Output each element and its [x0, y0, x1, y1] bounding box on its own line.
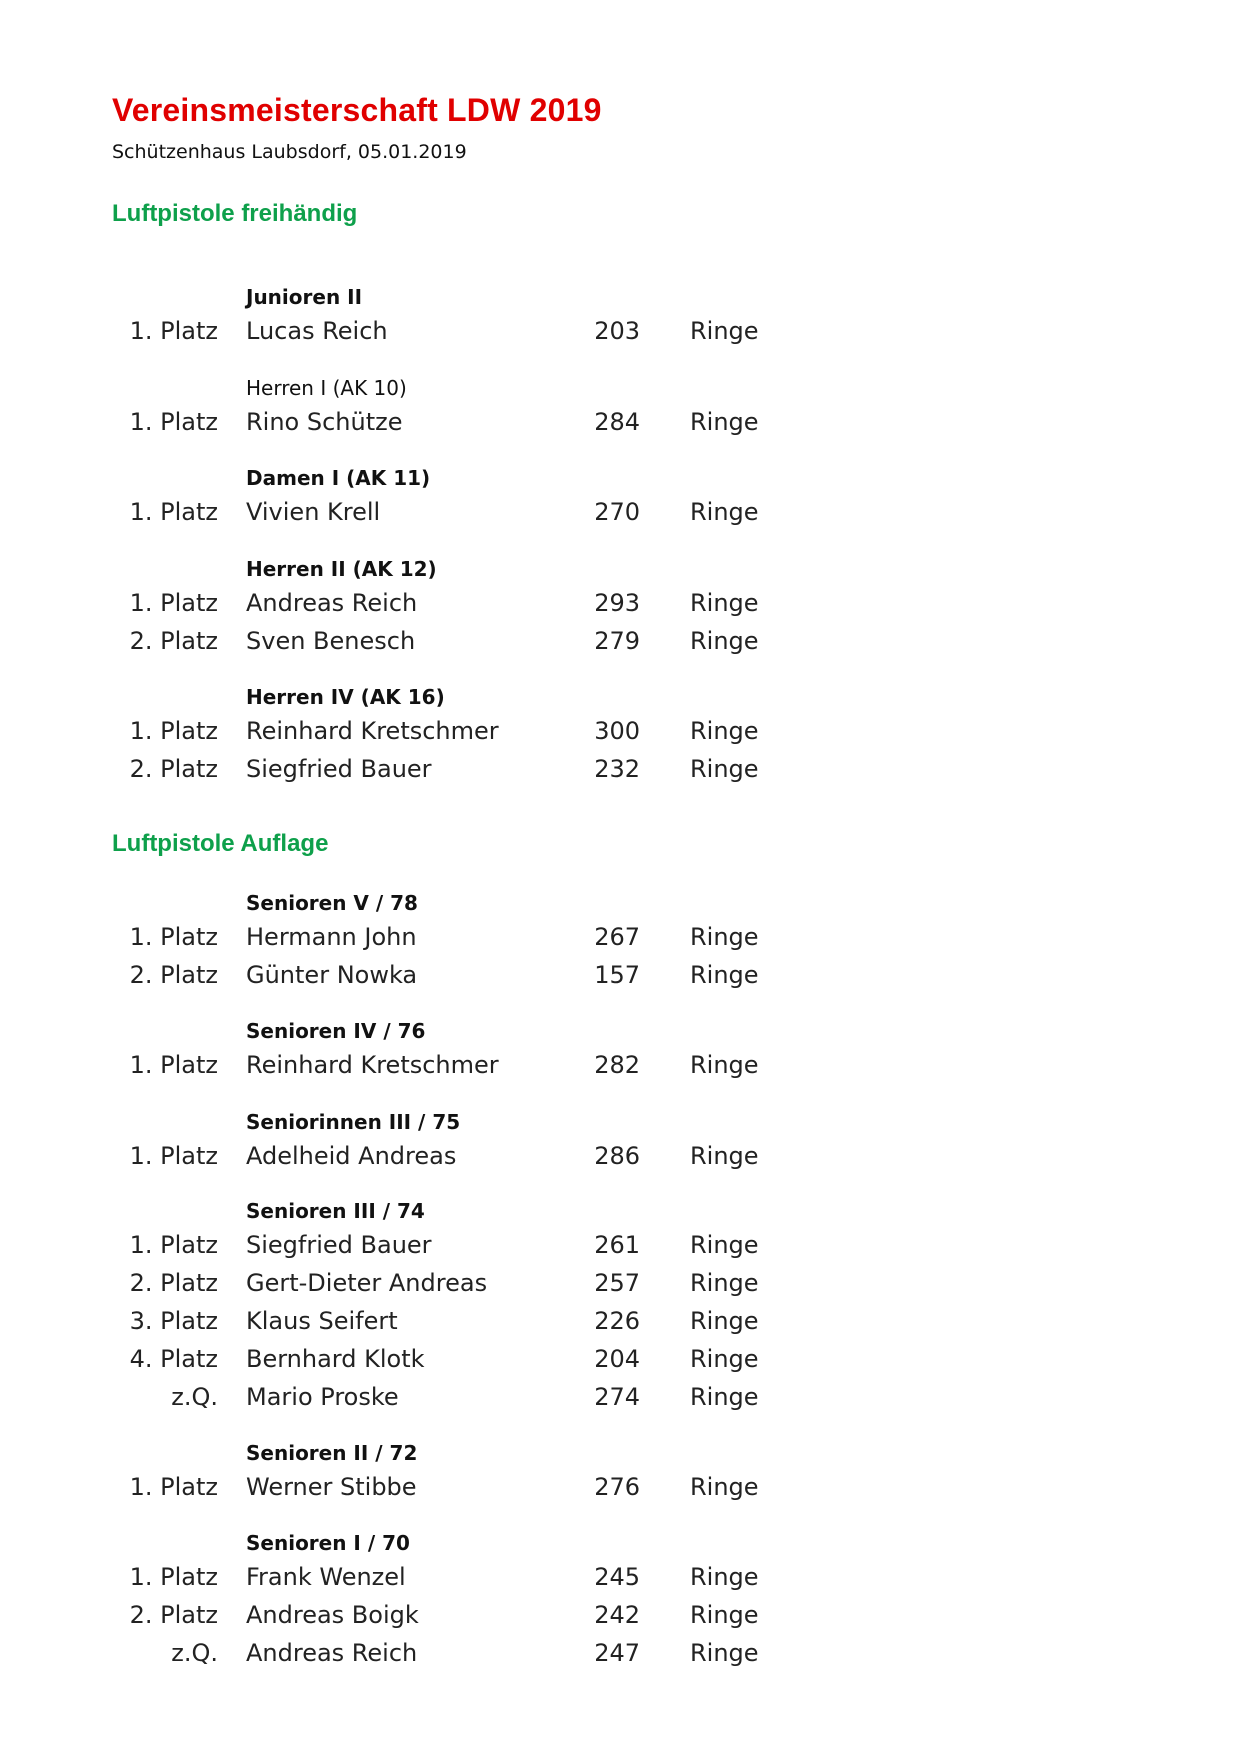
- score-value: 279: [594, 627, 640, 655]
- result-row: [0, 1051, 1240, 1087]
- result-row: [0, 408, 1240, 444]
- score-unit: Ringe: [690, 755, 759, 783]
- shooter-name: Reinhard Kretschmer: [246, 1051, 499, 1079]
- category-heading: Herren I (AK 10): [246, 376, 407, 400]
- category-heading: Senioren V / 78: [246, 891, 418, 915]
- result-row: [0, 1473, 1240, 1509]
- rank-label: 1. Platz: [129, 1142, 218, 1170]
- result-row: [0, 589, 1240, 625]
- section-title: Luftpistole Auflage: [112, 830, 329, 857]
- rank-label: 1. Platz: [129, 717, 218, 745]
- shooter-name: Lucas Reich: [246, 317, 388, 345]
- rank-label: 1. Platz: [129, 498, 218, 526]
- rank-label: 2. Platz: [129, 1269, 218, 1297]
- shooter-name: Adelheid Andreas: [246, 1142, 457, 1170]
- shooter-name: Günter Nowka: [246, 961, 418, 989]
- score-value: 261: [594, 1231, 640, 1259]
- rank-label: 2. Platz: [129, 755, 218, 783]
- result-row: [0, 961, 1240, 997]
- result-row: [0, 1563, 1240, 1599]
- result-row: [0, 1142, 1240, 1178]
- score-value: 284: [594, 408, 640, 436]
- score-value: 247: [594, 1639, 640, 1667]
- shooter-name: Reinhard Kretschmer: [246, 717, 499, 745]
- shooter-name: Klaus Seifert: [246, 1307, 398, 1335]
- result-row: [0, 627, 1240, 663]
- score-unit: Ringe: [690, 1473, 759, 1501]
- shooter-name: Vivien Krell: [246, 498, 381, 526]
- rank-label: 1. Platz: [129, 1563, 218, 1591]
- result-row: [0, 1639, 1240, 1675]
- score-value: 226: [594, 1307, 640, 1335]
- shooter-name: Andreas Boigk: [246, 1601, 419, 1629]
- score-unit: Ringe: [690, 408, 759, 436]
- rank-label: 1. Platz: [129, 923, 218, 951]
- score-value: 293: [594, 589, 640, 617]
- score-value: 300: [594, 717, 640, 745]
- category-heading: Junioren II: [246, 285, 363, 309]
- score-value: 157: [594, 961, 640, 989]
- score-value: 203: [594, 317, 640, 345]
- rank-label: 3. Platz: [129, 1307, 218, 1335]
- score-unit: Ringe: [690, 923, 759, 951]
- score-unit: Ringe: [690, 717, 759, 745]
- score-unit: Ringe: [690, 1383, 759, 1411]
- category-heading: Seniorinnen III / 75: [246, 1110, 461, 1134]
- rank-label: z.Q.: [171, 1639, 218, 1667]
- score-value: 274: [594, 1383, 640, 1411]
- category-heading: Senioren III / 74: [246, 1199, 425, 1223]
- shooter-name: Andreas Reich: [246, 589, 418, 617]
- rank-label: 4. Platz: [129, 1345, 218, 1373]
- score-value: 276: [594, 1473, 640, 1501]
- result-row: [0, 1383, 1240, 1419]
- document-title: Vereinsmeisterschaft LDW 2019: [112, 92, 602, 128]
- category-heading: Senioren IV / 76: [246, 1019, 426, 1043]
- score-value: 242: [594, 1601, 640, 1629]
- shooter-name: Andreas Reich: [246, 1639, 418, 1667]
- score-unit: Ringe: [690, 1307, 759, 1335]
- score-unit: Ringe: [690, 1051, 759, 1079]
- score-value: 257: [594, 1269, 640, 1297]
- rank-label: 1. Platz: [129, 1473, 218, 1501]
- score-unit: Ringe: [690, 498, 759, 526]
- score-value: 282: [594, 1051, 640, 1079]
- score-unit: Ringe: [690, 1231, 759, 1259]
- shooter-name: Hermann John: [246, 923, 417, 951]
- category-heading: Herren II (AK 12): [246, 557, 437, 581]
- score-unit: Ringe: [690, 1142, 759, 1170]
- score-value: 286: [594, 1142, 640, 1170]
- shooter-name: Mario Proske: [246, 1383, 399, 1411]
- rank-label: 1. Platz: [129, 1231, 218, 1259]
- rank-label: 1. Platz: [129, 408, 218, 436]
- result-row: [0, 1345, 1240, 1381]
- shooter-name: Siegfried Bauer: [246, 755, 432, 783]
- category-heading: Damen I (AK 11): [246, 466, 431, 490]
- result-row: [0, 755, 1240, 791]
- rank-label: 1. Platz: [129, 1051, 218, 1079]
- shooter-name: Bernhard Klotk: [246, 1345, 425, 1373]
- category-heading: Senioren I / 70: [246, 1531, 410, 1555]
- score-unit: Ringe: [690, 627, 759, 655]
- shooter-name: Frank Wenzel: [246, 1563, 406, 1591]
- score-value: 267: [594, 923, 640, 951]
- rank-label: 2. Platz: [129, 961, 218, 989]
- score-unit: Ringe: [690, 1269, 759, 1297]
- category-heading: Herren IV (AK 16): [246, 685, 445, 709]
- rank-label: 1. Platz: [129, 589, 218, 617]
- result-row: [0, 317, 1240, 353]
- rank-label: 1. Platz: [129, 317, 218, 345]
- score-unit: Ringe: [690, 1601, 759, 1629]
- score-unit: Ringe: [690, 1563, 759, 1591]
- category-heading: Senioren II / 72: [246, 1441, 418, 1465]
- shooter-name: Siegfried Bauer: [246, 1231, 432, 1259]
- score-value: 270: [594, 498, 640, 526]
- score-unit: Ringe: [690, 1639, 759, 1667]
- score-value: 245: [594, 1563, 640, 1591]
- rank-label: z.Q.: [171, 1383, 218, 1411]
- score-unit: Ringe: [690, 317, 759, 345]
- section-title: Luftpistole freihändig: [112, 200, 358, 227]
- score-unit: Ringe: [690, 589, 759, 617]
- result-row: [0, 717, 1240, 753]
- score-value: 204: [594, 1345, 640, 1373]
- result-row: [0, 1269, 1240, 1305]
- result-row: [0, 1231, 1240, 1267]
- score-unit: Ringe: [690, 961, 759, 989]
- result-row: [0, 1307, 1240, 1343]
- score-value: 232: [594, 755, 640, 783]
- shooter-name: Werner Stibbe: [246, 1473, 417, 1501]
- document-subtitle: Schützenhaus Laubsdorf, 05.01.2019: [112, 141, 467, 163]
- shooter-name: Gert-Dieter Andreas: [246, 1269, 488, 1297]
- score-unit: Ringe: [690, 1345, 759, 1373]
- shooter-name: Sven Benesch: [246, 627, 416, 655]
- rank-label: 2. Platz: [129, 627, 218, 655]
- result-row: [0, 1601, 1240, 1637]
- result-row: [0, 923, 1240, 959]
- result-row: [0, 498, 1240, 534]
- shooter-name: Rino Schütze: [246, 408, 403, 436]
- rank-label: 2. Platz: [129, 1601, 218, 1629]
